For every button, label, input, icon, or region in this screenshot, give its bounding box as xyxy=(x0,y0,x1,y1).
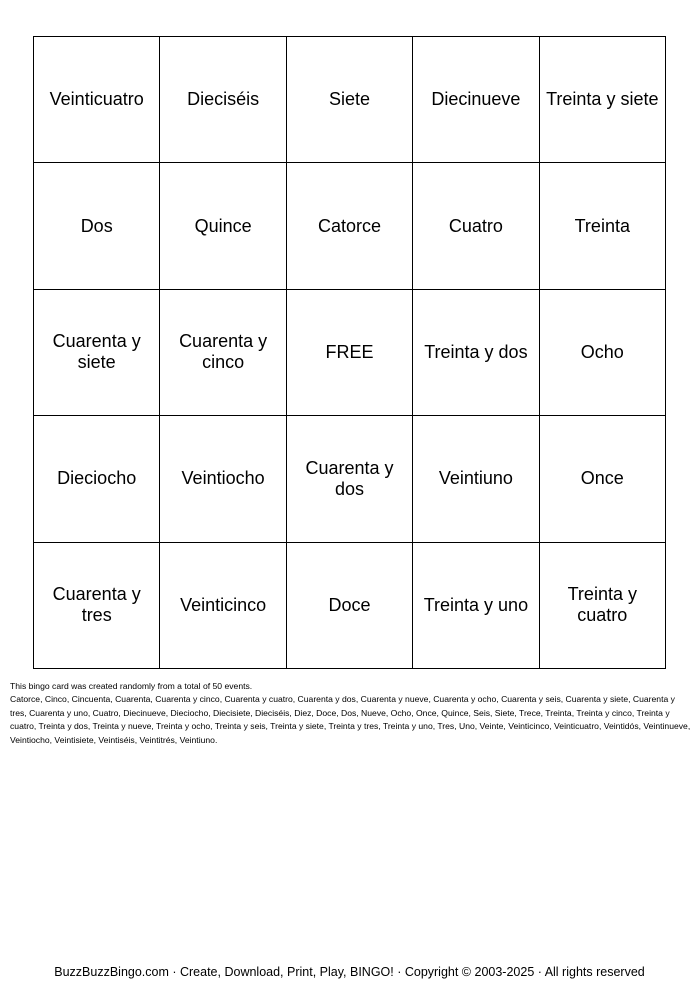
bingo-cell: Ocho xyxy=(540,290,666,416)
bingo-cell: Diecinueve xyxy=(413,37,539,163)
bingo-cell: Veintiocho xyxy=(160,416,286,542)
bingo-cell: Treinta xyxy=(540,163,666,289)
bingo-cell: Cuarenta y siete xyxy=(34,290,160,416)
bingo-cell: Dos xyxy=(34,163,160,289)
bingo-cell: Cuarenta y cinco xyxy=(160,290,286,416)
bingo-cell: Veinticuatro xyxy=(34,37,160,163)
bingo-cell: Catorce xyxy=(287,163,413,289)
bingo-cell: Doce xyxy=(287,543,413,669)
bingo-cell: Treinta y dos xyxy=(413,290,539,416)
card-generation-note: This bingo card was created randomly from a total of 50 events. xyxy=(10,681,253,691)
bingo-cell: Cuatro xyxy=(413,163,539,289)
bingo-cell: Siete xyxy=(287,37,413,163)
bingo-cell: Dieciocho xyxy=(34,416,160,542)
event-list: Catorce, Cinco, Cincuenta, Cuarenta, Cuarenta y cinco, Cuarenta y cuatro, Cuarenta y dos, Cuarenta y nueve, Cuarenta y ocho, Cuarenta y seis, Cuarenta y siete, Cuarenta y tres, Cuarenta y uno, Cuatro, Diecinueve, Dieciocho, Diecisiete, Dieciséis, Diez, Doce, Dos, Nueve, Ocho, Once, Quince, Seis, Siete, Trece, Treinta, Treinta y cinco, Treinta y cuatro, Treinta y dos, Treinta y nueve, Treinta y ocho, Treinta y seis, Treinta y siete, Treinta y tres, Treinta y uno, Tres, Uno, Veinte, Veinticinco, Veinticuatro, Veintidós, Veintinueve, Veintiocho, Veintisiete, Veintiséis, Veintitrés, Veintiuno. xyxy=(10,694,691,745)
bingo-cell: Veinticinco xyxy=(160,543,286,669)
bingo-cell: Cuarenta y tres xyxy=(34,543,160,669)
bingo-cell: Treinta y siete xyxy=(540,37,666,163)
bingo-cell: Treinta y uno xyxy=(413,543,539,669)
bingo-cell: Treinta y cuatro xyxy=(540,543,666,669)
bingo-card-grid xyxy=(33,36,666,669)
bingo-cell: Cuarenta y dos xyxy=(287,416,413,542)
bingo-cell: Dieciséis xyxy=(160,37,286,163)
bingo-free-cell: FREE xyxy=(287,290,413,416)
bingo-cell: Veintiuno xyxy=(413,416,539,542)
page-footer: BuzzBuzzBingo.com · Create, Download, Print, Play, BINGO! · Copyright © 2003-2025 · All rights reserved xyxy=(54,965,645,979)
bingo-cell: Quince xyxy=(160,163,286,289)
bingo-cell: Once xyxy=(540,416,666,542)
